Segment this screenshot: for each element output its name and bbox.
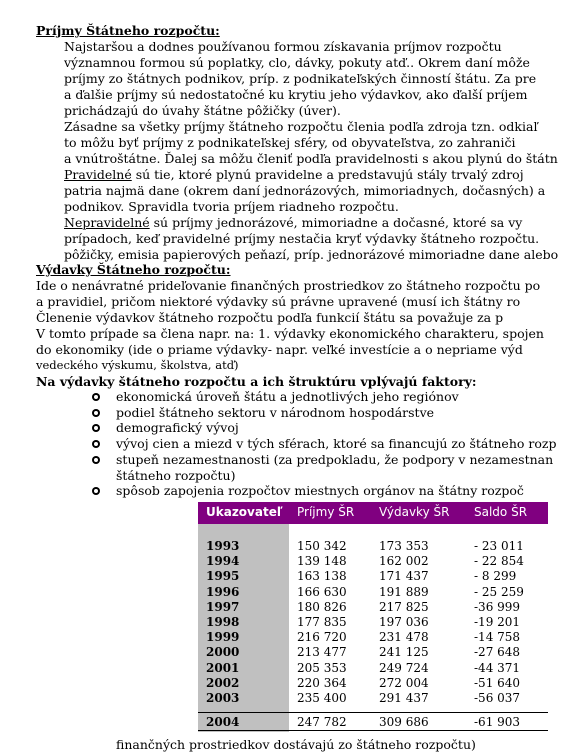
cell-income: 235 400 [297,691,347,705]
cell-year: 1994 [206,554,240,569]
table-bottom-rule [198,730,548,731]
text-line: V tomto prípade sa člena napr. na: 1. výdavky ekonomického charakteru, spojen [36,326,544,341]
heading-factors: Na výdavky štátneho rozpočtu a ich štruktúru vplývajú faktory: [36,374,477,389]
table-divider [198,712,548,713]
header-income: Príjmy ŠR [297,505,355,519]
cell-expense: 249 724 [379,660,429,675]
text-line: to môžu byť príjmy z podnikateľskej sféry, od obyvateľstva, zo zahraniči [64,135,516,150]
cell-balance: -44 371 [474,660,521,675]
cell-income: 180 826 [297,599,347,614]
budget-table [198,502,548,732]
list-item: demografický vývoj [116,420,239,435]
header-balance: Saldo ŠR [474,505,528,519]
text-line: pôžičky, emisia papierových peňazí, príp. jednorázové mimoriadne dane alebo [64,247,559,262]
cell-income: 216 720 [297,630,347,645]
heading-income: Príjmy Štátneho rozpočtu: [36,23,220,38]
cell-balance: -61 903 [474,715,521,729]
cell-year: 2003 [206,691,240,705]
text-line: prichádzajú do úvahy štátne pôžičky (úver). [64,103,341,118]
cell-balance: -56 037 [474,691,521,705]
text-line: Zásadne sa všetky príjmy štátneho rozpočtu členia podľa zdroja tzn. odkiaľ [64,119,538,134]
cell-expense: 162 002 [379,554,429,569]
cell-balance: - 25 259 [474,584,524,599]
cell-expense: 217 825 [379,599,429,614]
text-line: Členenie výdavkov štátneho rozpočtu podľa funkcií štátu sa považuje za p [36,310,504,325]
cell-balance: - 8 299 [474,569,517,584]
footer-line: finančných prostriedkov dostávajú zo štátneho rozpočtu) [116,737,476,752]
text-line: a pravidiel, pričom niektoré výdavky sú právne upravené (musí ich štátny ro [36,294,521,309]
list-item: ekonomická úroveň štátu a jednotlivých jeho regiónov [116,389,459,404]
cell-year: 1996 [206,584,240,599]
cell-income: 139 148 [297,554,347,569]
cell-income: 247 782 [297,715,347,729]
cell-balance: -27 648 [474,645,521,660]
bullet-icon [92,424,100,432]
cell-balance: -14 758 [474,630,521,645]
term-irregular: Nepravidelné [64,215,150,230]
cell-expense: 173 353 [379,539,429,553]
cell-year: 1998 [206,615,240,629]
text-line: do ekonomiky (ide o priame výdavky- napr. veľké investície a o nepriame výd [36,342,523,357]
cell-year: 1993 [206,539,240,553]
text-line: významnou formou sú poplatky, clo, dávky, pokuty atď.. Okrem daní môže [64,55,530,70]
text-line: prípadoch, keď pravidelné príjmy nestačia kryť výdavky štátneho rozpočtu. [64,231,540,246]
cell-year: 2001 [206,660,240,675]
cell-income: 150 342 [297,539,347,553]
cell-income: 163 138 [297,569,347,584]
cell-balance: -19 201 [474,615,521,629]
cell-year: 1999 [206,630,240,645]
term-regular: Pravidelné [64,167,132,182]
text-line: a ďalšie príjmy sú nedostatočné ku krytiu jeho výdavkov, ako ďalší príjem [64,87,528,102]
text-line: Najstaršou a dodnes používanou formou získavania príjmov rozpočtu [64,39,502,54]
cell-income: 220 364 [297,675,347,690]
text-line: príjmy zo štátnych podnikov, príp. z podnikateľských činností štátu. Za pre [64,71,537,86]
bullet-icon [92,393,100,401]
cell-year: 2002 [206,675,240,690]
cell-expense: 197 036 [379,615,429,629]
cell-balance: - 23 011 [474,539,524,553]
list-item: spôsob zapojenia rozpočtov miestnych orgánov na štátny rozpoč [116,483,524,498]
cell-income: 205 353 [297,660,347,675]
cell-expense: 291 437 [379,691,429,705]
cell-expense: 309 686 [379,715,429,729]
cell-year: 1997 [206,599,240,614]
list-item: vývoj cien a miezd v tých sférach, ktoré sa financujú zo štátneho rozp [116,436,557,451]
cell-expense: 191 889 [379,584,429,599]
text-line: Ide o nenávratné prideľovanie finančných prostriedkov zo štátneho rozpočtu po [36,278,541,293]
cell-income: 213 477 [297,645,347,660]
text-line-regular: Pravidelné sú tie, ktoré plynú pravidelne a predstavujú stály trvalý zdroj [64,167,524,182]
cell-income: 177 835 [297,615,347,629]
text-line: podnikov. Spravidla tvoria príjem riadneho rozpočtu. [64,199,399,214]
bullet-icon [92,409,100,417]
cell-balance: -36 999 [474,599,521,614]
cell-expense: 171 437 [379,569,429,584]
text-line: a vnútroštátne. Ďalej sa môžu členiť podľa pravidelnosti s akou plynú do štátn [64,151,558,166]
list-item-cont: štátneho rozpočtu) [116,468,236,483]
list-item: stupeň nezamestnanosti (za predpokladu, že podpory v nezamestnan [116,452,554,467]
table-header [198,502,548,524]
header-indicator: Ukazovateľ [206,505,283,519]
cell-expense: 241 125 [379,645,429,660]
header-expense: Výdavky ŠR [379,505,450,519]
cell-balance: - 22 854 [474,554,524,569]
list-item: podiel štátneho sektoru v národnom hospodárstve [116,405,435,420]
cell-income: 166 630 [297,584,347,599]
cell-year: 2000 [206,645,240,660]
cell-balance: -51 640 [474,675,521,690]
text-line: patria najmä dane (okrem daní jednorázových, mimoriadnych, dočasných) a [64,183,546,198]
text-line: vedeckého výskumu, školstva, atď) [36,358,239,372]
heading-expenses: Výdavky Štátneho rozpočtu: [36,262,231,277]
bullet-icon [92,487,100,495]
cell-year: 1995 [206,569,240,584]
cell-year: 2004 [206,715,240,729]
cell-expense: 231 478 [379,630,429,645]
cell-expense: 272 004 [379,675,429,690]
bullet-icon [92,440,100,448]
bullet-icon [92,456,100,464]
text-line-irregular: Nepravidelné sú príjmy jednorázové, mimoriadne a dočasné, ktoré sa vy [64,215,523,230]
